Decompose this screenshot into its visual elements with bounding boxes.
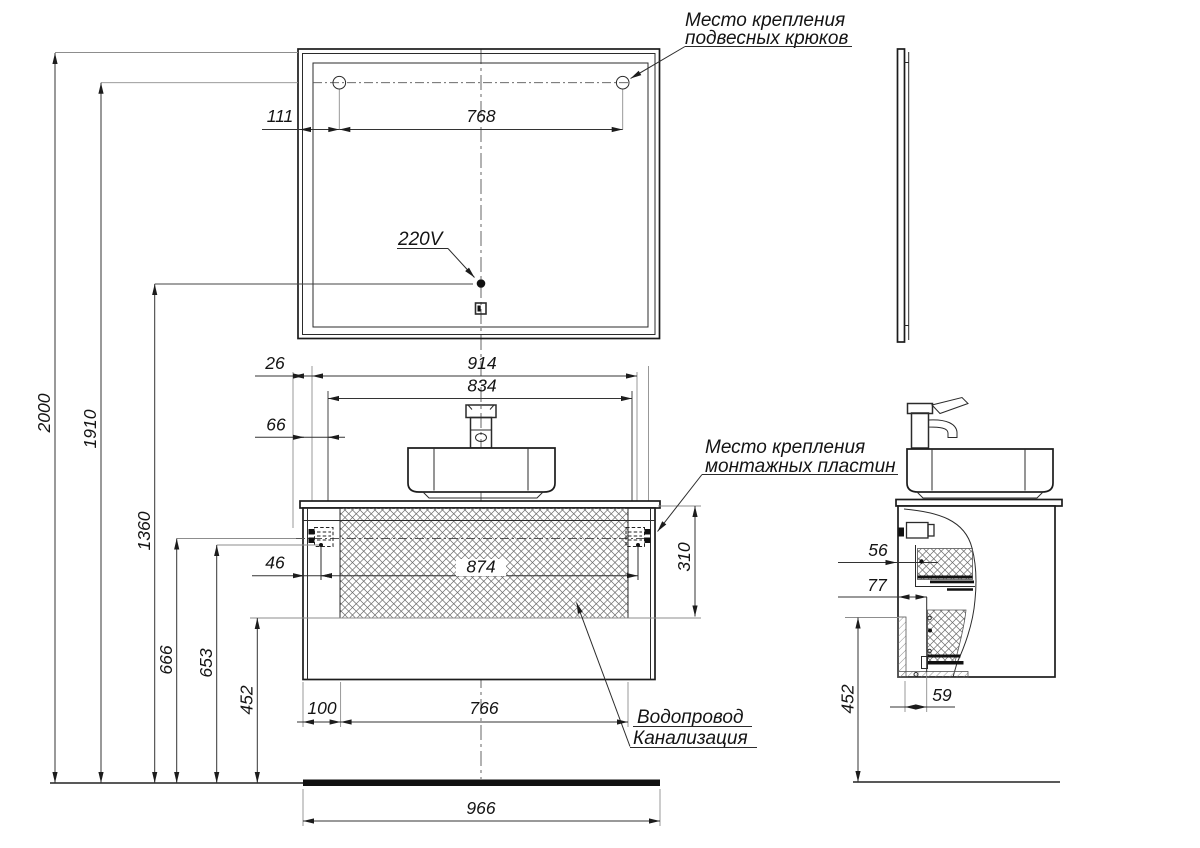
dim-height-hooks: 1910 [80, 409, 100, 449]
dim-base-width: 966 [466, 798, 496, 818]
back-panel-strip [898, 617, 906, 677]
dim-height-plate-top: 666 [156, 645, 176, 675]
cabinet-body-side [898, 506, 1055, 677]
dim-side-height-zone: 452 [837, 684, 858, 714]
mirror-side-view [898, 49, 909, 342]
mirror-mid-frame [303, 54, 656, 335]
dim-depth-pipe: 77 [867, 575, 887, 595]
water-label: Водопровод [637, 707, 744, 728]
cabinet-front-view [293, 366, 660, 680]
countertop-front [300, 501, 660, 508]
dim-height-zone-bottom: 452 [236, 685, 257, 715]
power-label: 220V [398, 229, 443, 250]
bottom-dimensions [297, 682, 660, 826]
dim-screw-width: 834 [467, 375, 497, 396]
dim-side-screw-offset: 66 [266, 414, 286, 435]
dim-plate-offset: 46 [265, 552, 285, 573]
dim-zone-height: 310 [674, 542, 694, 572]
cabinet-side-view [896, 398, 1062, 678]
dim-height-plate-axis: 653 [196, 648, 216, 678]
floor-lines [50, 780, 1060, 787]
dim-bottom-offset: 100 [307, 698, 337, 718]
hooks-callout [631, 10, 853, 79]
dim-height-outlet: 1360 [134, 511, 154, 551]
power-outlet-dot [477, 279, 486, 288]
dim-top-offset: 26 [265, 353, 285, 373]
mirror-front-view [298, 49, 660, 339]
hook-dimensions [262, 106, 623, 130]
dim-hook-spacing: 768 [466, 106, 496, 126]
power-leader-line [448, 249, 475, 278]
dim-hook-offset: 111 [266, 106, 294, 126]
dim-depth-plate: 56 [868, 540, 888, 560]
plates-label-line1: Место крепления [705, 437, 866, 458]
bottom-panel-strip [898, 672, 968, 678]
dim-zone-width: 766 [469, 698, 499, 718]
hooks-label-line2: подвесных крюков [685, 28, 849, 49]
countertop-side [896, 500, 1062, 507]
faucet-side [908, 398, 969, 449]
hooks-label-line1: Место крепления [685, 10, 846, 31]
dim-plate-span: 874 [466, 556, 496, 577]
mirror-side-profile [898, 49, 905, 342]
dim-depth-drain: 59 [932, 685, 952, 705]
base-bar [303, 780, 660, 787]
sewer-label: Канализация [633, 728, 748, 749]
mirror-outer-frame [298, 49, 660, 339]
basin-side [907, 449, 1053, 498]
dim-height-total: 2000 [34, 393, 54, 433]
plates-label-line2: монтажных пластин [705, 456, 896, 477]
plates-callout [658, 437, 899, 532]
basin-front [408, 448, 555, 498]
dim-mount-width: 914 [467, 353, 497, 373]
